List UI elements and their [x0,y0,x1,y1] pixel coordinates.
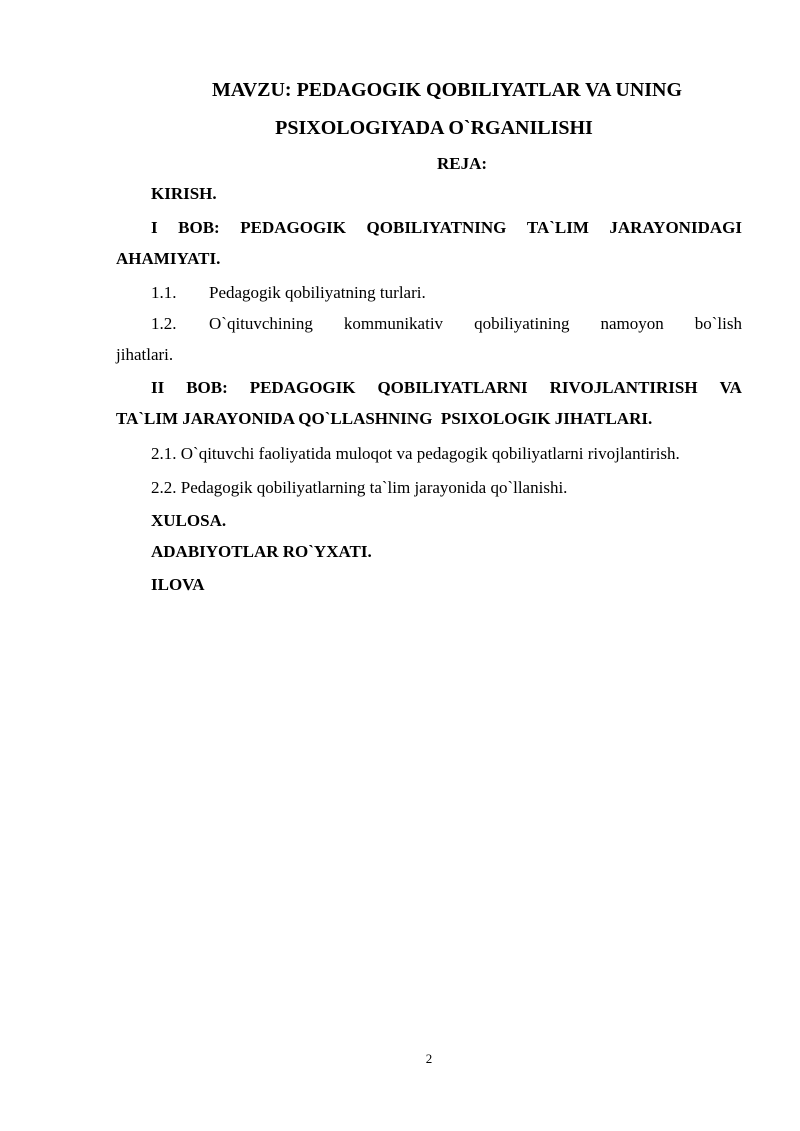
justified-word: QOBILIYATLARNI [377,378,528,397]
document-title-line-1: MAVZU: PEDAGOGIK QOBILIYATLAR VA UNING [211,79,683,101]
toc-section-1-2-line-2: jihatlari. [116,345,174,364]
justified-word: I [151,218,158,237]
page-number: 2 [425,1051,433,1066]
justified-word: namoyon [600,314,664,333]
toc-chapter-1-words [116,217,742,239]
toc-section-1-2-line-1 [116,313,742,335]
plan-heading: REJA: [436,154,488,173]
justified-word: PEDAGOGIK [240,218,347,237]
justified-word: qobiliyatining [474,314,570,333]
toc-section-2-1: 2.1. O`qituvchi faoliyatida muloqot va pedagogik qobiliyatlarni rivojlantirish. [151,444,680,463]
toc-appendix: ILOVA [151,575,205,594]
toc-chapter-1-line-1 [116,217,742,239]
toc-references: ADABIYOTLAR RO`YXATI. [151,542,372,561]
justified-word: BOB: [178,218,220,237]
justified-word: kommunikativ [343,314,444,333]
justified-word: PEDAGOGIK [249,378,356,397]
justified-word: O`qituvchining [209,314,313,333]
justified-word: BOB: [186,378,228,397]
justified-word: TA`LIM [526,218,589,237]
toc-section-1-1-number: 1.1. [151,283,177,302]
justified-word: VA [719,378,742,397]
justified-word: JARAYONIDAGI [609,218,742,237]
justified-word: QOBILIYATNING [366,218,507,237]
toc-section-1-2-number: 1.2. [151,314,177,333]
toc-intro: KIRISH. [151,184,217,203]
toc-section-2-2: 2.2. Pedagogik qobiliyatlarning ta`lim jarayonida qo`llanishi. [151,478,568,497]
toc-conclusion: XULOSA. [151,511,227,530]
justified-word: II [151,378,165,397]
toc-chapter-1-line-2: AHAMIYATI. [116,249,221,268]
toc-section-1-1 [151,282,426,304]
document-title-line-2: PSIXOLOGIYADA O`RGANILISHI [275,117,593,139]
toc-section-1-2-row [116,313,742,335]
toc-chapter-2-line-1 [116,377,742,399]
toc-chapter-2-line-2: TA`LIM JARAYONIDA QO`LLASHNING PSIXOLOGIK JIHATLARI. [116,409,653,428]
justified-word: bo`lish [694,314,742,333]
toc-section-1-1-text: Pedagogik qobiliyatning turlari. [209,283,426,302]
justified-word: RIVOJLANTIRISH [549,378,698,397]
toc-section-1-2-words [209,313,742,335]
toc-chapter-2-words [116,377,742,399]
